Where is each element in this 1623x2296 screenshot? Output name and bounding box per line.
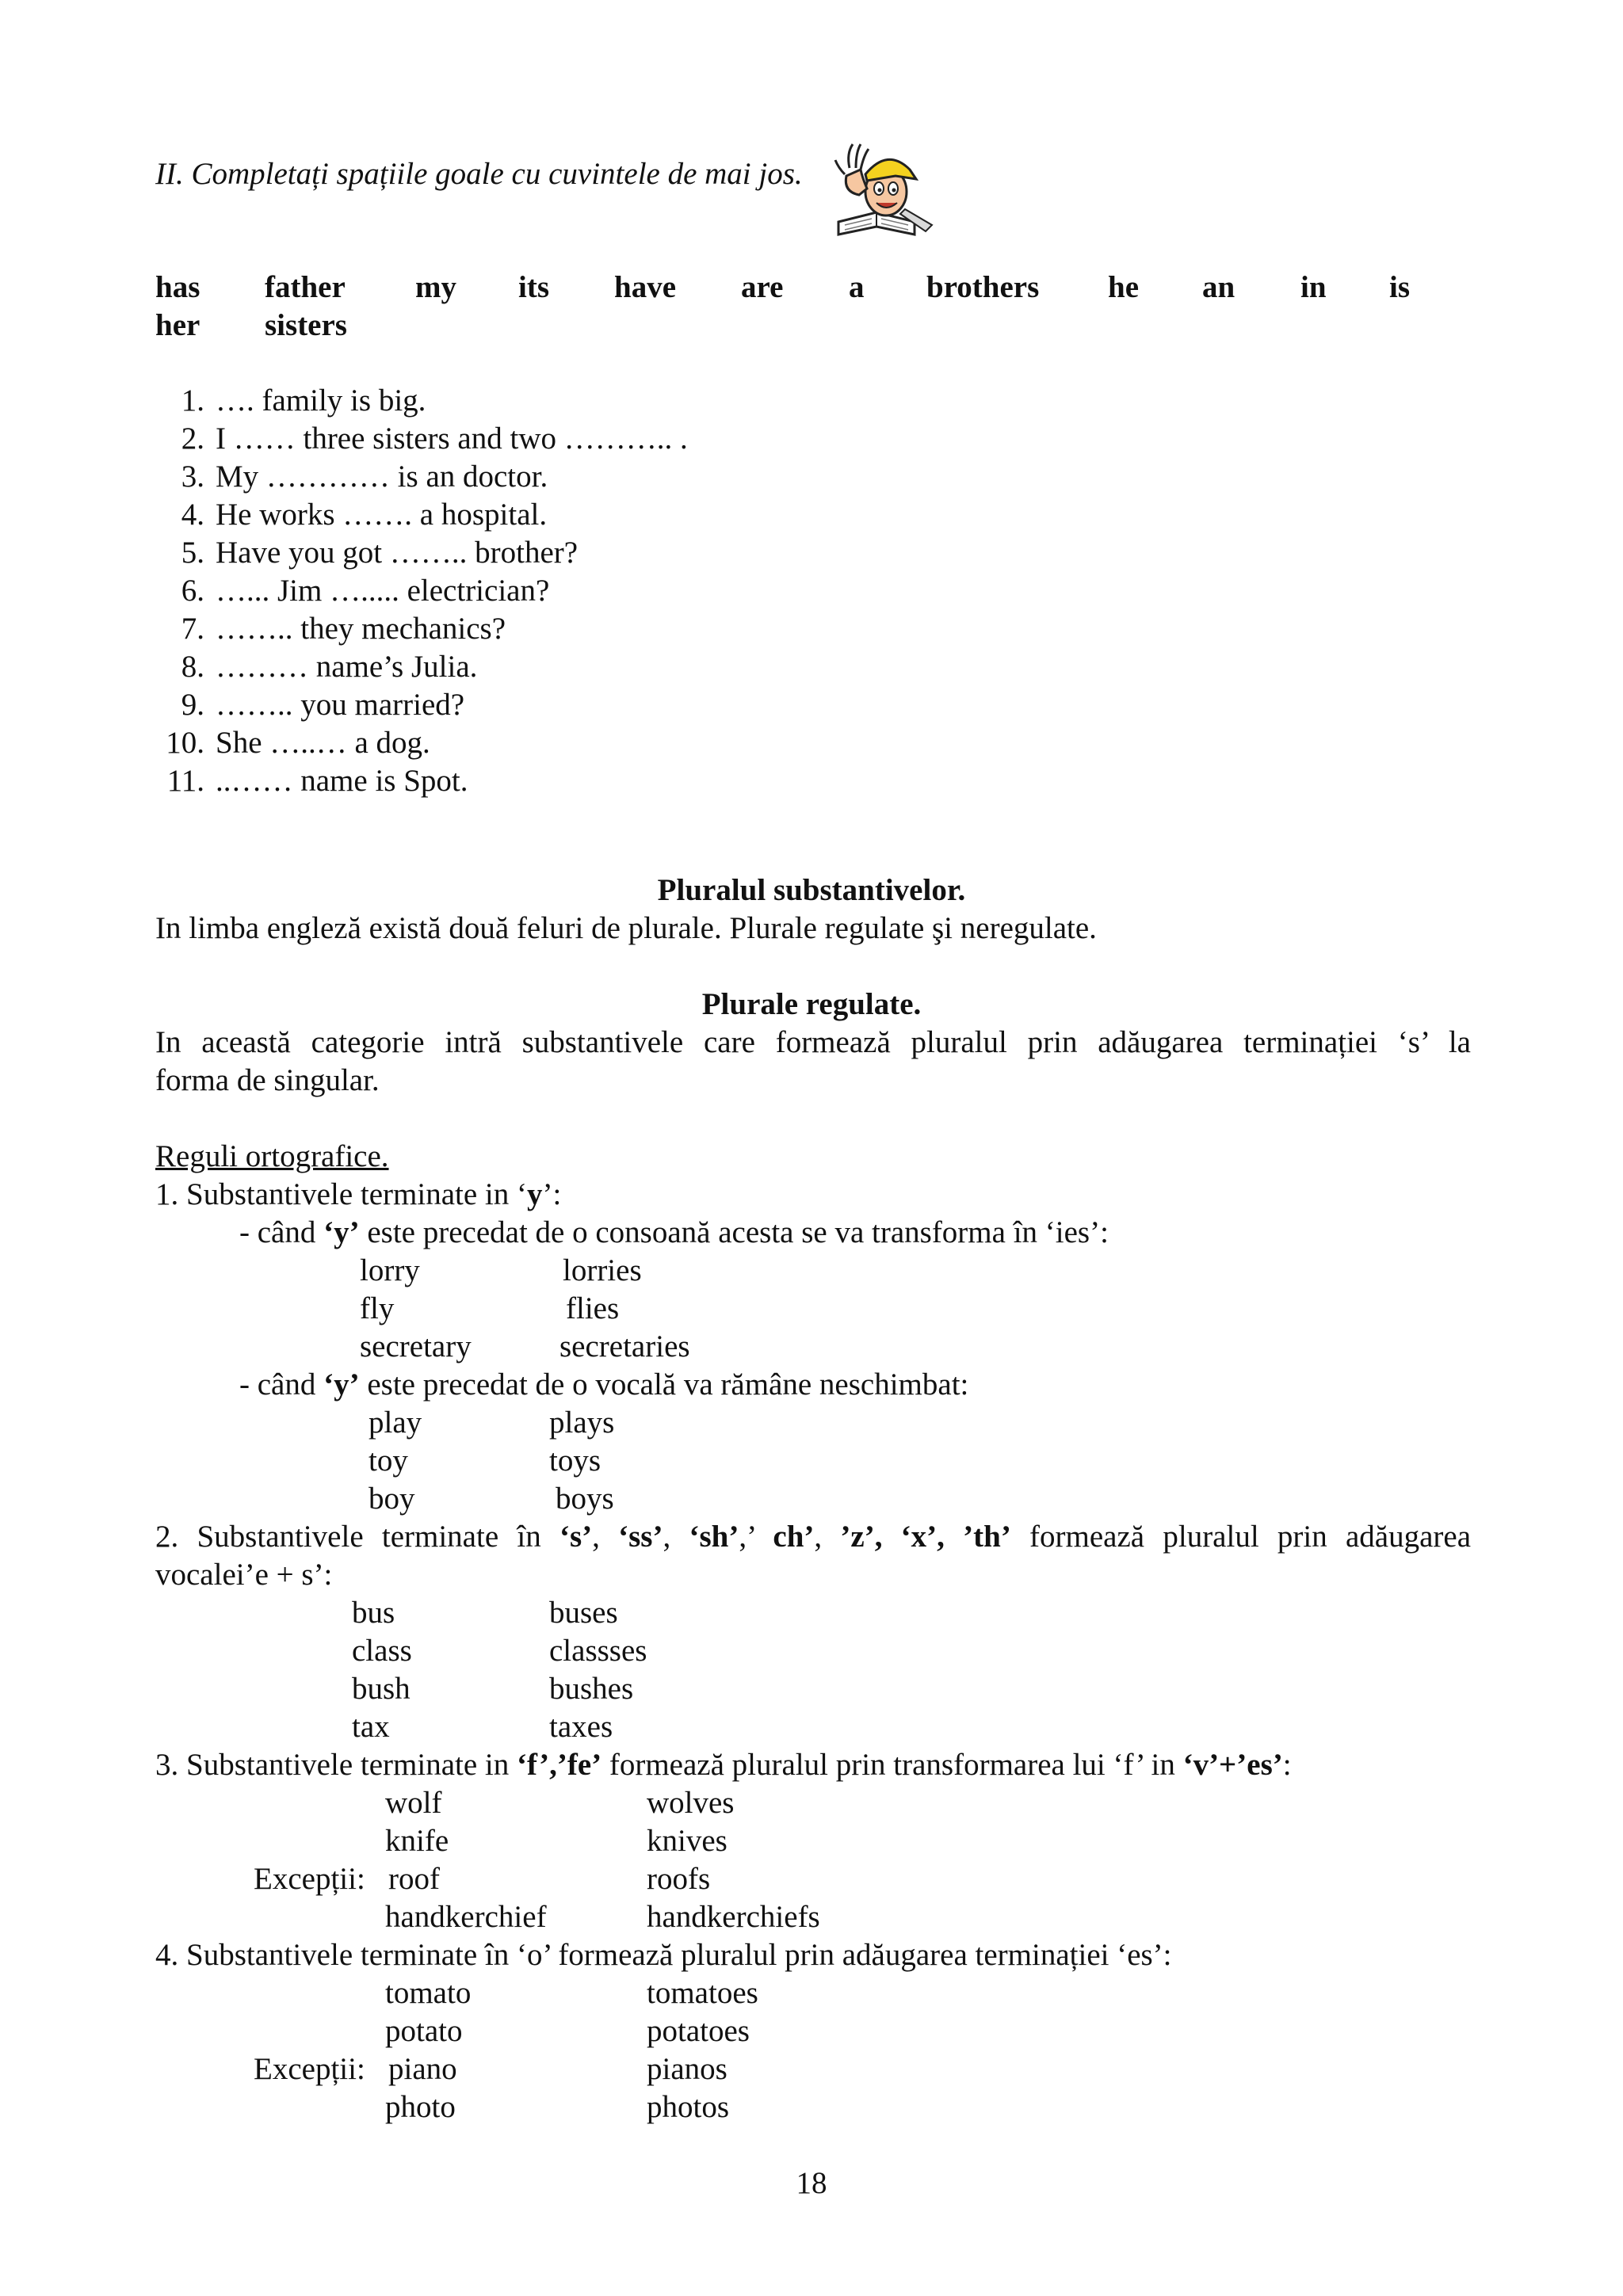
example-singular: toy — [369, 1444, 408, 1478]
example-singular: fly — [360, 1291, 395, 1325]
rule-1-case-vowel: - când ‘y’ este precedat de o vocală va rămâne neschimbat: — [239, 1367, 969, 1402]
example-singular: secretary — [360, 1329, 472, 1363]
example-plural: secretaries — [559, 1329, 690, 1363]
word-bank-item: he — [1108, 270, 1139, 304]
exercise-item: 10. She …..… a dog. — [166, 726, 430, 760]
section-title: Pluralul substantivelor. — [657, 873, 966, 907]
word-bank-item: have — [614, 270, 676, 304]
example-singular: play — [369, 1405, 422, 1440]
example-plural: wolves — [647, 1786, 735, 1820]
page-number: 18 — [796, 2166, 827, 2200]
example-plural: boys — [556, 1482, 614, 1516]
example-singular: bus — [352, 1596, 395, 1630]
example-plural: pianos — [647, 2052, 727, 2086]
word-bank-item: her — [155, 308, 200, 342]
rule-2-heading-continued: vocalei’e + s’: — [155, 1558, 333, 1592]
exercise-list — [155, 382, 688, 800]
exercise-item: 9. …….. you married? — [181, 688, 465, 722]
exercise-item: 1. …. family is big. — [181, 383, 426, 418]
word-bank-item: my — [415, 270, 456, 304]
word-bank-item: in — [1300, 270, 1327, 304]
word-bank-item: has — [155, 270, 200, 304]
subsection-intro-line: In această categorie intră substantivele care formează pluralul prin adăugarea terminației ‘s’ la — [155, 1025, 1471, 1059]
example-singular: potato — [385, 2014, 463, 2048]
rule-2-heading: 2. Substantivele terminate în ‘s’, ‘ss’, ‘sh’,’ ch’, ’z’, ‘x’, ’th’ formează pluralul prin adăugarea — [155, 1520, 1472, 1554]
example-singular: bush — [352, 1672, 411, 1706]
rule-4-heading: 4. Substantivele terminate în ‘o’ formează pluralul prin adăugarea terminației ‘es’: — [155, 1938, 1172, 1972]
example-plural: plays — [549, 1405, 615, 1440]
example-plural: taxes — [549, 1710, 613, 1744]
exercise-item: 3. My ………… is an doctor. — [181, 460, 548, 494]
cartoon-boy-waving-with-book-icon — [821, 136, 940, 255]
example-plural: potatoes — [647, 2014, 750, 2048]
example-plural: toys — [549, 1444, 601, 1478]
example-plural: classses — [549, 1634, 647, 1668]
word-bank-item: father — [265, 270, 346, 304]
example-singular: photo — [385, 2090, 456, 2124]
example-singular: knife — [385, 1824, 449, 1858]
example-plural: roofs — [647, 1862, 711, 1896]
example-singular: class — [352, 1634, 412, 1668]
rule-3-heading: 3. Substantivele terminate in ‘f’,’fe’ formează pluralul prin transformarea lui ‘f’ in ‘v’+’es’: — [155, 1748, 1292, 1782]
exercise-heading: II. Completați spațiile goale cu cuvintele de mai jos. — [155, 157, 803, 191]
example-plural: tomatoes — [647, 1976, 758, 2010]
exercise-item: 5. Have you got …….. brother? — [181, 536, 579, 570]
word-bank-item: is — [1389, 270, 1411, 304]
example-singular: roof — [388, 1862, 440, 1896]
example-singular: tomato — [385, 1976, 472, 2010]
example-singular: piano — [388, 2052, 457, 2086]
example-plural: lorries — [563, 1253, 642, 1287]
rules-heading: Reguli ortografice. — [155, 1139, 389, 1173]
example-singular: tax — [352, 1710, 390, 1744]
example-plural: knives — [647, 1824, 727, 1858]
example-singular: lorry — [360, 1253, 420, 1287]
word-bank-item: its — [518, 270, 549, 304]
example-plural: buses — [549, 1596, 618, 1630]
word-bank-item: a — [849, 270, 865, 304]
word-bank-item: brothers — [926, 270, 1040, 304]
exercise-item: 4. He works ……. a hospital. — [181, 498, 548, 532]
example-plural: photos — [647, 2090, 730, 2124]
example-plural: flies — [566, 1291, 620, 1325]
exercise-item: 6. …... Jim …..... electrician? — [181, 574, 550, 608]
example-singular: boy — [369, 1482, 415, 1516]
exercise-item: 11. ..…… name is Spot. — [166, 764, 468, 798]
exercise-item: 2. I …… three sisters and two ……….. . — [181, 421, 688, 456]
exercise-item: 8. ……… name’s Julia. — [181, 650, 478, 684]
rule-1-case-consonant: - când ‘y’ este precedat de o consoană acesta se va transforma în ‘ies’: — [239, 1215, 1109, 1249]
rule-1-heading: 1. Substantivele terminate in ‘y’: — [155, 1177, 562, 1211]
example-singular: handkerchief — [385, 1900, 547, 1934]
exception-label: Excepții: — [254, 2052, 365, 2086]
exception-label: Excepții: — [254, 1862, 365, 1896]
example-singular: wolf — [385, 1786, 442, 1820]
word-bank-item: are — [741, 270, 784, 304]
subsection-intro-line: forma de singular. — [155, 1063, 380, 1097]
example-plural: bushes — [549, 1672, 634, 1706]
section-intro: In limba engleză există două feluri de plurale. Plurale regulate şi neregulate. — [155, 911, 1097, 945]
exercise-item: 7. …….. they mechanics? — [181, 612, 506, 646]
subsection-title: Plurale regulate. — [701, 987, 922, 1021]
example-plural: handkerchiefs — [647, 1900, 820, 1934]
word-bank-item: an — [1202, 270, 1235, 304]
word-bank-item: sisters — [265, 308, 347, 342]
